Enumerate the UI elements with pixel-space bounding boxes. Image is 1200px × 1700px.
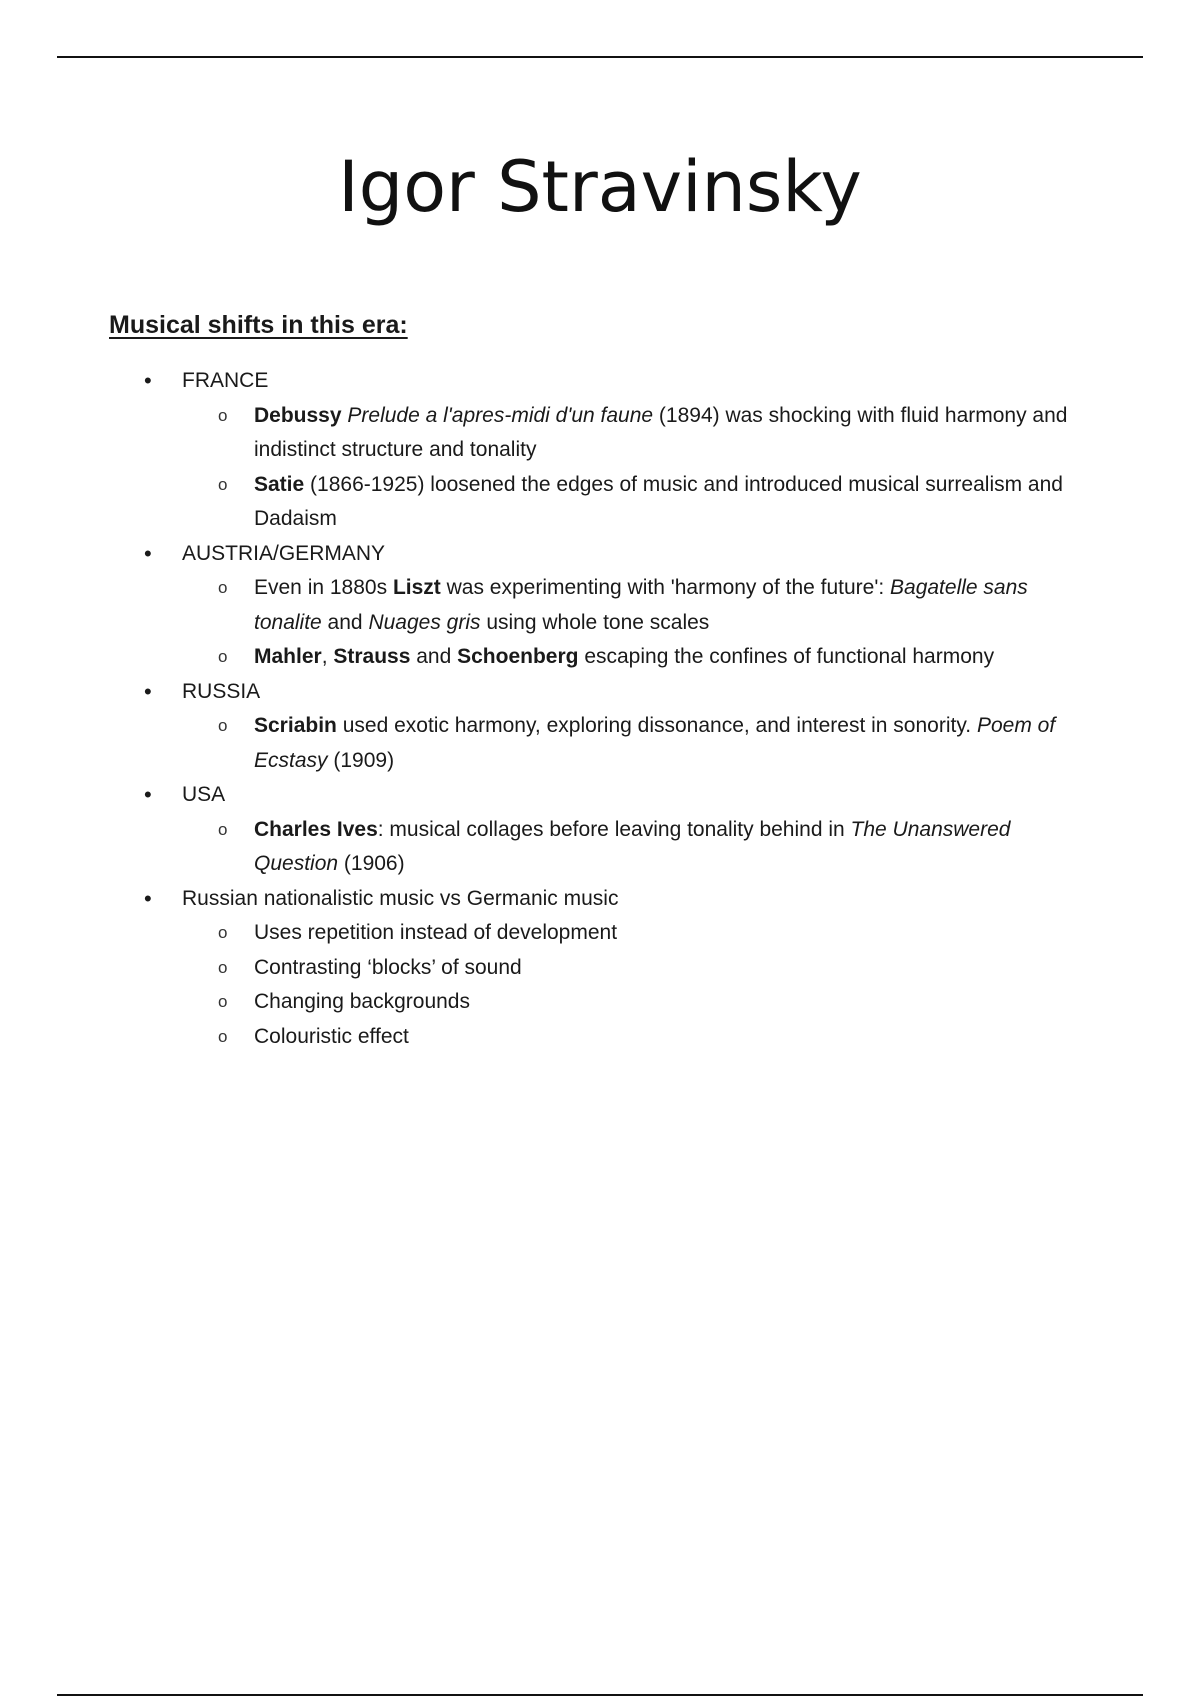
sub-list (182, 571, 1082, 675)
emphasis-name: Charles Ives (254, 817, 378, 841)
sub-bullet-icon: o (218, 992, 228, 1011)
text-run: : musical collages before leaving tonality behind in (377, 817, 851, 841)
sub-list-item (218, 709, 1074, 778)
sub-list (182, 399, 1082, 537)
sub-bullet-icon: o (218, 1026, 228, 1046)
sub-bullet-icon: o (218, 474, 228, 494)
text-run: Changing backgrounds (254, 990, 470, 1013)
sub-list (182, 916, 1082, 1054)
document-title: Igor Stravinsky (338, 146, 862, 228)
text-run: escaping the confines of functional harmony (578, 645, 995, 668)
list-item (0, 675, 1082, 779)
sub-list (182, 709, 1082, 778)
work-title: Poem of Ecstasy (254, 714, 1056, 772)
bullet-icon: • (144, 678, 152, 704)
section-label: FRANCE (182, 369, 269, 392)
work-title: Prelude a l'apres-midi d'un faune (347, 403, 654, 427)
sub-list-item (218, 951, 1074, 986)
text-run: , (321, 645, 334, 668)
text-run: and (410, 645, 458, 668)
sub-bullet-icon: o (218, 405, 228, 425)
text-run: Even in 1880s (254, 576, 393, 599)
emphasis-name: Scriabin (254, 714, 337, 737)
sub-bullet-icon: o (218, 716, 228, 735)
text-run: (1909) (327, 748, 395, 772)
footer-rule (57, 1694, 1143, 1696)
sub-list-item (218, 916, 1074, 951)
emphasis-name: Liszt (392, 576, 441, 599)
list-item (0, 882, 1082, 1055)
emphasis-name: Strauss (333, 645, 411, 668)
sub-bullet-icon: o (218, 923, 228, 942)
list-item (0, 364, 1082, 537)
text-run: (1866-1925) loosened the edges of music and introduced musical surrealism and Dadaism (254, 472, 1063, 530)
list-item (0, 778, 1082, 882)
sub-list-item (218, 985, 1074, 1020)
bullet-icon: • (144, 782, 152, 807)
work-title: Nuages gris (368, 610, 481, 634)
emphasis-name: Satie (254, 472, 305, 496)
sub-bullet-icon: o (218, 647, 228, 666)
sub-list (182, 813, 1082, 882)
bullet-icon: • (144, 540, 152, 566)
text-run: was experimenting with 'harmony of the future': (440, 576, 891, 599)
sub-bullet-icon: o (218, 957, 228, 977)
sub-list-item (218, 813, 1074, 882)
work-title: Bagatelle sans tonalite (254, 576, 1028, 634)
text-run: Contrasting ‘blocks’ of sound (254, 955, 522, 979)
text-run: Colouristic effect (254, 1024, 409, 1048)
text-run: (1894) was shocking with fluid harmony and indistinct structure and tonality (254, 403, 1068, 461)
sub-bullet-icon: o (218, 578, 228, 597)
sub-list-item (218, 1020, 1074, 1055)
text-run: and (321, 610, 369, 634)
sub-list-item (218, 399, 1074, 468)
section-label: RUSSIA (182, 679, 261, 703)
work-title: The Unanswered Question (254, 817, 1011, 875)
sub-list-item (218, 640, 1074, 675)
text-run: used exotic harmony, exploring dissonance, and interest in sonority. (336, 714, 977, 737)
section-label: Russian nationalistic music vs Germanic music (182, 886, 619, 910)
emphasis-name: Schoenberg (457, 645, 579, 668)
bullet-icon: • (144, 885, 152, 911)
text-run: using whole tone scales (480, 610, 710, 634)
sub-list-item (218, 571, 1074, 640)
bullet-list (0, 364, 1200, 1054)
header-rule (57, 56, 1143, 58)
text-run: Uses repetition instead of development (254, 921, 618, 944)
text-run: (1906) (338, 852, 405, 875)
emphasis-name: Debussy (254, 403, 342, 427)
bullet-icon: • (144, 368, 152, 393)
section-heading: Musical shifts in this era: (109, 311, 408, 339)
emphasis-name: Mahler (254, 645, 322, 668)
sub-bullet-icon: o (218, 819, 228, 839)
section-label: USA (182, 783, 226, 806)
sub-list-item (218, 468, 1074, 537)
section-label: AUSTRIA/GERMANY (182, 541, 386, 565)
list-item (0, 537, 1082, 675)
